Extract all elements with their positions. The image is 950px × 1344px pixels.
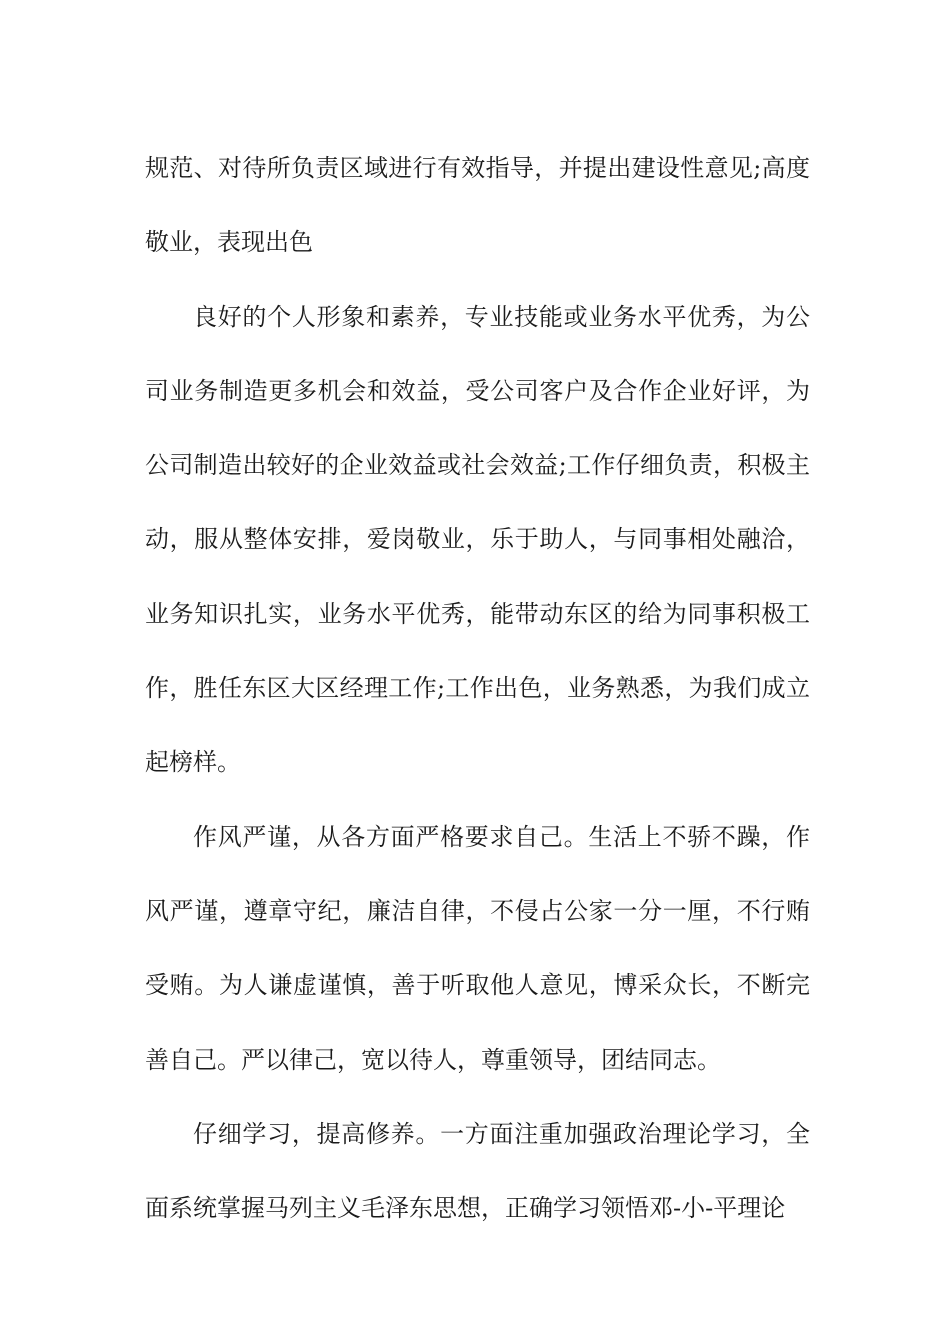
document-body [145,131,810,1245]
paragraph-3: 作风严谨，从各方面严格要求自己。生活上不骄不躁，作风严谨，遵章守纪，廉洁自律，不侵占公家一分一厘，不行贿受贿。为人谦虚谨慎，善于听取他人意见，博采众长，不断完善自己。严以律己，宽以待人，尊重领导，团结同志。 [145,822,810,1074]
paragraph-2: 良好的个人形象和素养，专业技能或业务水平优秀，为公司业务制造更多机会和效益，受公司客户及合作企业好评，为公司制造出较好的企业效益或社会效益;工作仔细负责，积极主动，服从整体安排，爱岗敬业，乐于助人，与同事相处融洽，业务知识扎实，业务水平优秀，能带动东区的给为同事积极工作，胜任东区大区经理工作;工作出色，业务熟悉，为我们成立起榜样。 [145,302,810,777]
paragraph-4: 仔细学习，提高修养。一方面注重加强政治理论学习，全面系统掌握马列主义毛泽东思想，正确学习领悟邓-小-平理论 [145,1119,810,1223]
paragraph-1: 规范、对待所负责区域进行有效指导，并提出建设性意见;高度敬业，表现出色 [145,154,810,257]
